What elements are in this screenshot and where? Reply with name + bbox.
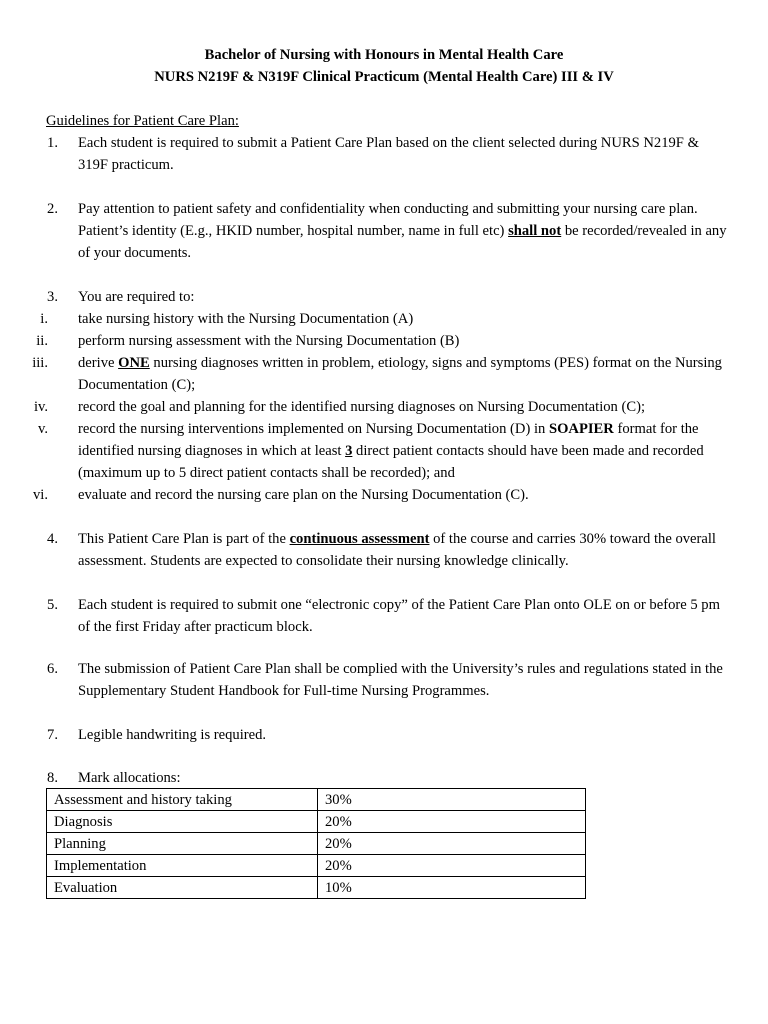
guidelines-heading: Guidelines for Patient Care Plan: [46, 113, 239, 129]
table-row [47, 877, 586, 899]
list-text: Legible handwriting is required. [78, 727, 267, 743]
sublist-number: v. [38, 421, 48, 437]
sublist-text: record the goal and planning for the identified nursing diagnoses on Nursing Documentation (C); [78, 399, 645, 415]
table-row [47, 833, 586, 855]
emphasis-text: ONE [118, 355, 150, 371]
list-number: 8. [47, 770, 58, 786]
document-title-line1: Bachelor of Nursing with Honours in Mental Health Care [204, 47, 564, 63]
list-number: 2. [47, 201, 58, 217]
text-segment: This Patient Care Plan is part of the [78, 531, 290, 547]
list-text: Each student is required to submit one “electronic copy” of the Patient Care Plan onto OLE on or before 5 pm of the first Friday after practicum block. [78, 597, 720, 635]
list-number: 7. [47, 727, 58, 743]
text-segment: nursing diagnoses written in problem, etiology, signs and symptoms (PES) format on the Nursing Documentation (C); [78, 355, 722, 393]
table-cell-component: Diagnosis [47, 811, 318, 833]
sublist-number: iv. [33, 399, 48, 415]
sublist-text: evaluate and record the nursing care plan on the Nursing Documentation (C). [78, 487, 529, 503]
table-cell-weight: 30% [318, 789, 586, 811]
table-cell-weight: 20% [318, 855, 586, 877]
sublist-number: iii. [32, 355, 48, 371]
list-text: The submission of Patient Care Plan shall be complied with the University’s rules and regulations stated in the Supplementary Student Handbook for Full-time Nursing Programmes. [78, 661, 723, 699]
list-text: Mark allocations: [78, 770, 181, 786]
text-segment: derive [78, 355, 119, 371]
table-cell-component: Implementation [47, 855, 318, 877]
emphasis-text: continuous assessment [289, 531, 430, 547]
text-segment: be recorded/revealed in any of your documents. [78, 223, 727, 261]
list-number: 1. [47, 135, 58, 151]
text-segment: of the course and carries 30% toward the overall assessment. Students are expected to consolidate their nursing knowledge clinically. [78, 531, 716, 569]
table-row [47, 855, 586, 877]
table-row [47, 789, 586, 811]
list-number: 3. [47, 289, 58, 305]
table-cell-component: Planning [47, 833, 318, 855]
sublist-number: ii. [36, 333, 48, 349]
sublist-text: perform nursing assessment with the Nursing Documentation (B) [78, 333, 460, 349]
table-cell-component: Assessment and history taking [47, 789, 318, 811]
sublist-text: take nursing history with the Nursing Documentation (A) [78, 311, 414, 327]
sublist-number: vi. [33, 487, 48, 503]
emphasis-text: shall not [508, 223, 562, 239]
list-number: 4. [47, 531, 58, 547]
sublist-text [78, 352, 728, 396]
list-text [78, 198, 728, 264]
list-number: 6. [47, 661, 58, 677]
sublist-number: i. [40, 311, 48, 327]
text-segment: direct patient contacts should have been made and recorded (maximum up to 5 direct patient contacts shall be recorded); and [78, 443, 704, 481]
document-title-line2: NURS N219F & N319F Clinical Practicum (Mental Health Care) III & IV [154, 69, 614, 85]
table-cell-weight: 10% [318, 877, 586, 899]
table-row [47, 811, 586, 833]
table-cell-weight: 20% [318, 833, 586, 855]
emphasis-text: 3 [345, 443, 353, 459]
text-segment: Pay attention to patient safety and confidentiality when conducting and submitting your nursing care plan. Patient’s identity (E.g., HKID number, hospital number, name in full etc) [78, 201, 698, 239]
mark-allocation-table [46, 788, 586, 899]
table-cell-weight: 20% [318, 811, 586, 833]
emphasis-text: SOAPIER [548, 421, 614, 437]
table-cell-component: Evaluation [47, 877, 318, 899]
text-segment: record the nursing interventions implemented on Nursing Documentation (D) in [78, 421, 549, 437]
sublist-text [78, 418, 728, 484]
list-number: 5. [47, 597, 58, 613]
text-segment: format for the identified nursing diagnoses in which at least [78, 421, 699, 459]
list-text: You are required to: [78, 289, 195, 305]
list-text: Each student is required to submit a Patient Care Plan based on the client selected during NURS N219F & 319F practicum. [78, 135, 699, 173]
list-text [78, 528, 728, 572]
